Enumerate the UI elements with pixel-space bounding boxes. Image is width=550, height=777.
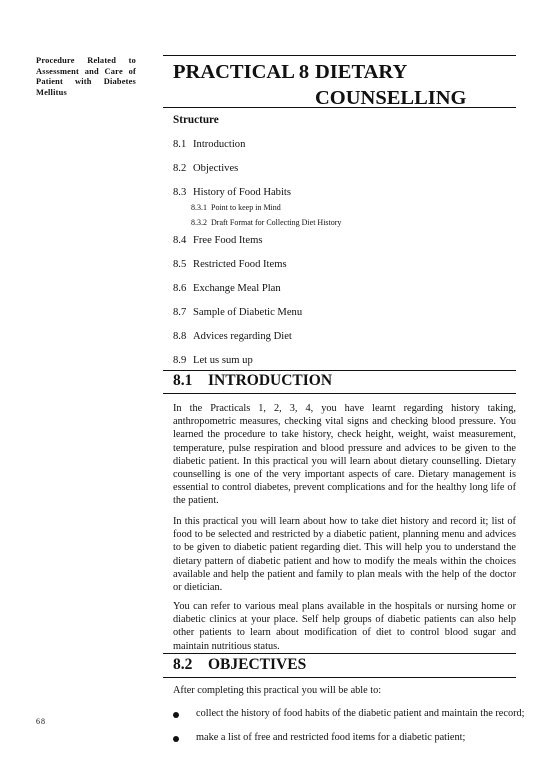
toc-item: 8.3 History of Food Habits xyxy=(173,187,291,198)
title-line-1: DIETARY xyxy=(315,61,408,83)
intro-paragraph-2: In this practical you will learn about how to take diet history and record it; list of food to be selected and restricted by a diabetic patient, planning menu and advices to be given to diabetic patient regarding diet. This will help you to understand the dietary pattern of diabetic patient and how to modify the meals within the choices available and help the patient and family to plan meals with the help of the doctor or dietician. xyxy=(173,516,516,594)
intro-paragraph-1: In the Practicals 1, 2, 3, 4, you have learnt regarding history taking, anthropometric measures, checking vital signs and checking blood pressure. You learned the procedure to take history, check height, weight, waist measurement, temperature, pulse respiration and blood pressure and advices to be given to the diabetic patient. In this practical you will learn about dietary counselling. Dietary counselling is one of the very important aspects of care. Dietary management is essential to control diabetes, prevent complications and for the healthy long life of the patient. xyxy=(173,403,516,507)
toc-item: 8.4 Free Food Items xyxy=(173,235,263,246)
running-head: Procedure Related to Assessment and Care of Patient with Diabetes Mellitus xyxy=(36,56,136,97)
structure-heading: Structure xyxy=(173,114,219,126)
toc-item: 8.2 Objectives xyxy=(173,163,239,174)
title-line-2: COUNSELLING xyxy=(315,87,467,109)
bullet-icon xyxy=(173,736,179,742)
section-1-bottom-rule xyxy=(163,393,516,394)
intro-paragraph-3: You can refer to various meal plans available in the hospitals or nursing home or diabetic clinics at your place. Self help groups of diabetic patients can also help other patients to learn about modification of diet to control blood sugar and maintain nutritious status. xyxy=(173,601,516,652)
objectives-intro: After completing this practical you will be able to: xyxy=(173,685,382,696)
title-bottom-rule xyxy=(163,107,516,108)
toc-item: 8.6 Exchange Meal Plan xyxy=(173,283,281,294)
page-number: 68 xyxy=(36,717,46,726)
toc-item: 8.9 Let us sum up xyxy=(173,355,253,366)
toc-item: 8.5 Restricted Food Items xyxy=(173,259,287,270)
section-2-heading: 8.2 OBJECTIVES xyxy=(173,656,307,673)
toc-subitem: 8.3.1 Point to keep in Mind xyxy=(191,203,281,212)
section-1-top-rule xyxy=(163,370,516,371)
toc-item: 8.7 Sample of Diabetic Menu xyxy=(173,307,303,318)
toc-subitem: 8.3.2 Draft Format for Collecting Diet History xyxy=(191,218,342,227)
practical-label: PRACTICAL 8 xyxy=(173,61,310,83)
section-2-bottom-rule xyxy=(163,677,516,678)
toc-item: 8.1 Introduction xyxy=(173,139,246,150)
section-1-heading: 8.1 INTRODUCTION xyxy=(173,372,333,389)
toc-item: 8.8 Advices regarding Diet xyxy=(173,331,292,342)
bullet-icon xyxy=(173,712,179,718)
section-2-top-rule xyxy=(163,653,516,654)
title-top-rule xyxy=(163,55,516,56)
